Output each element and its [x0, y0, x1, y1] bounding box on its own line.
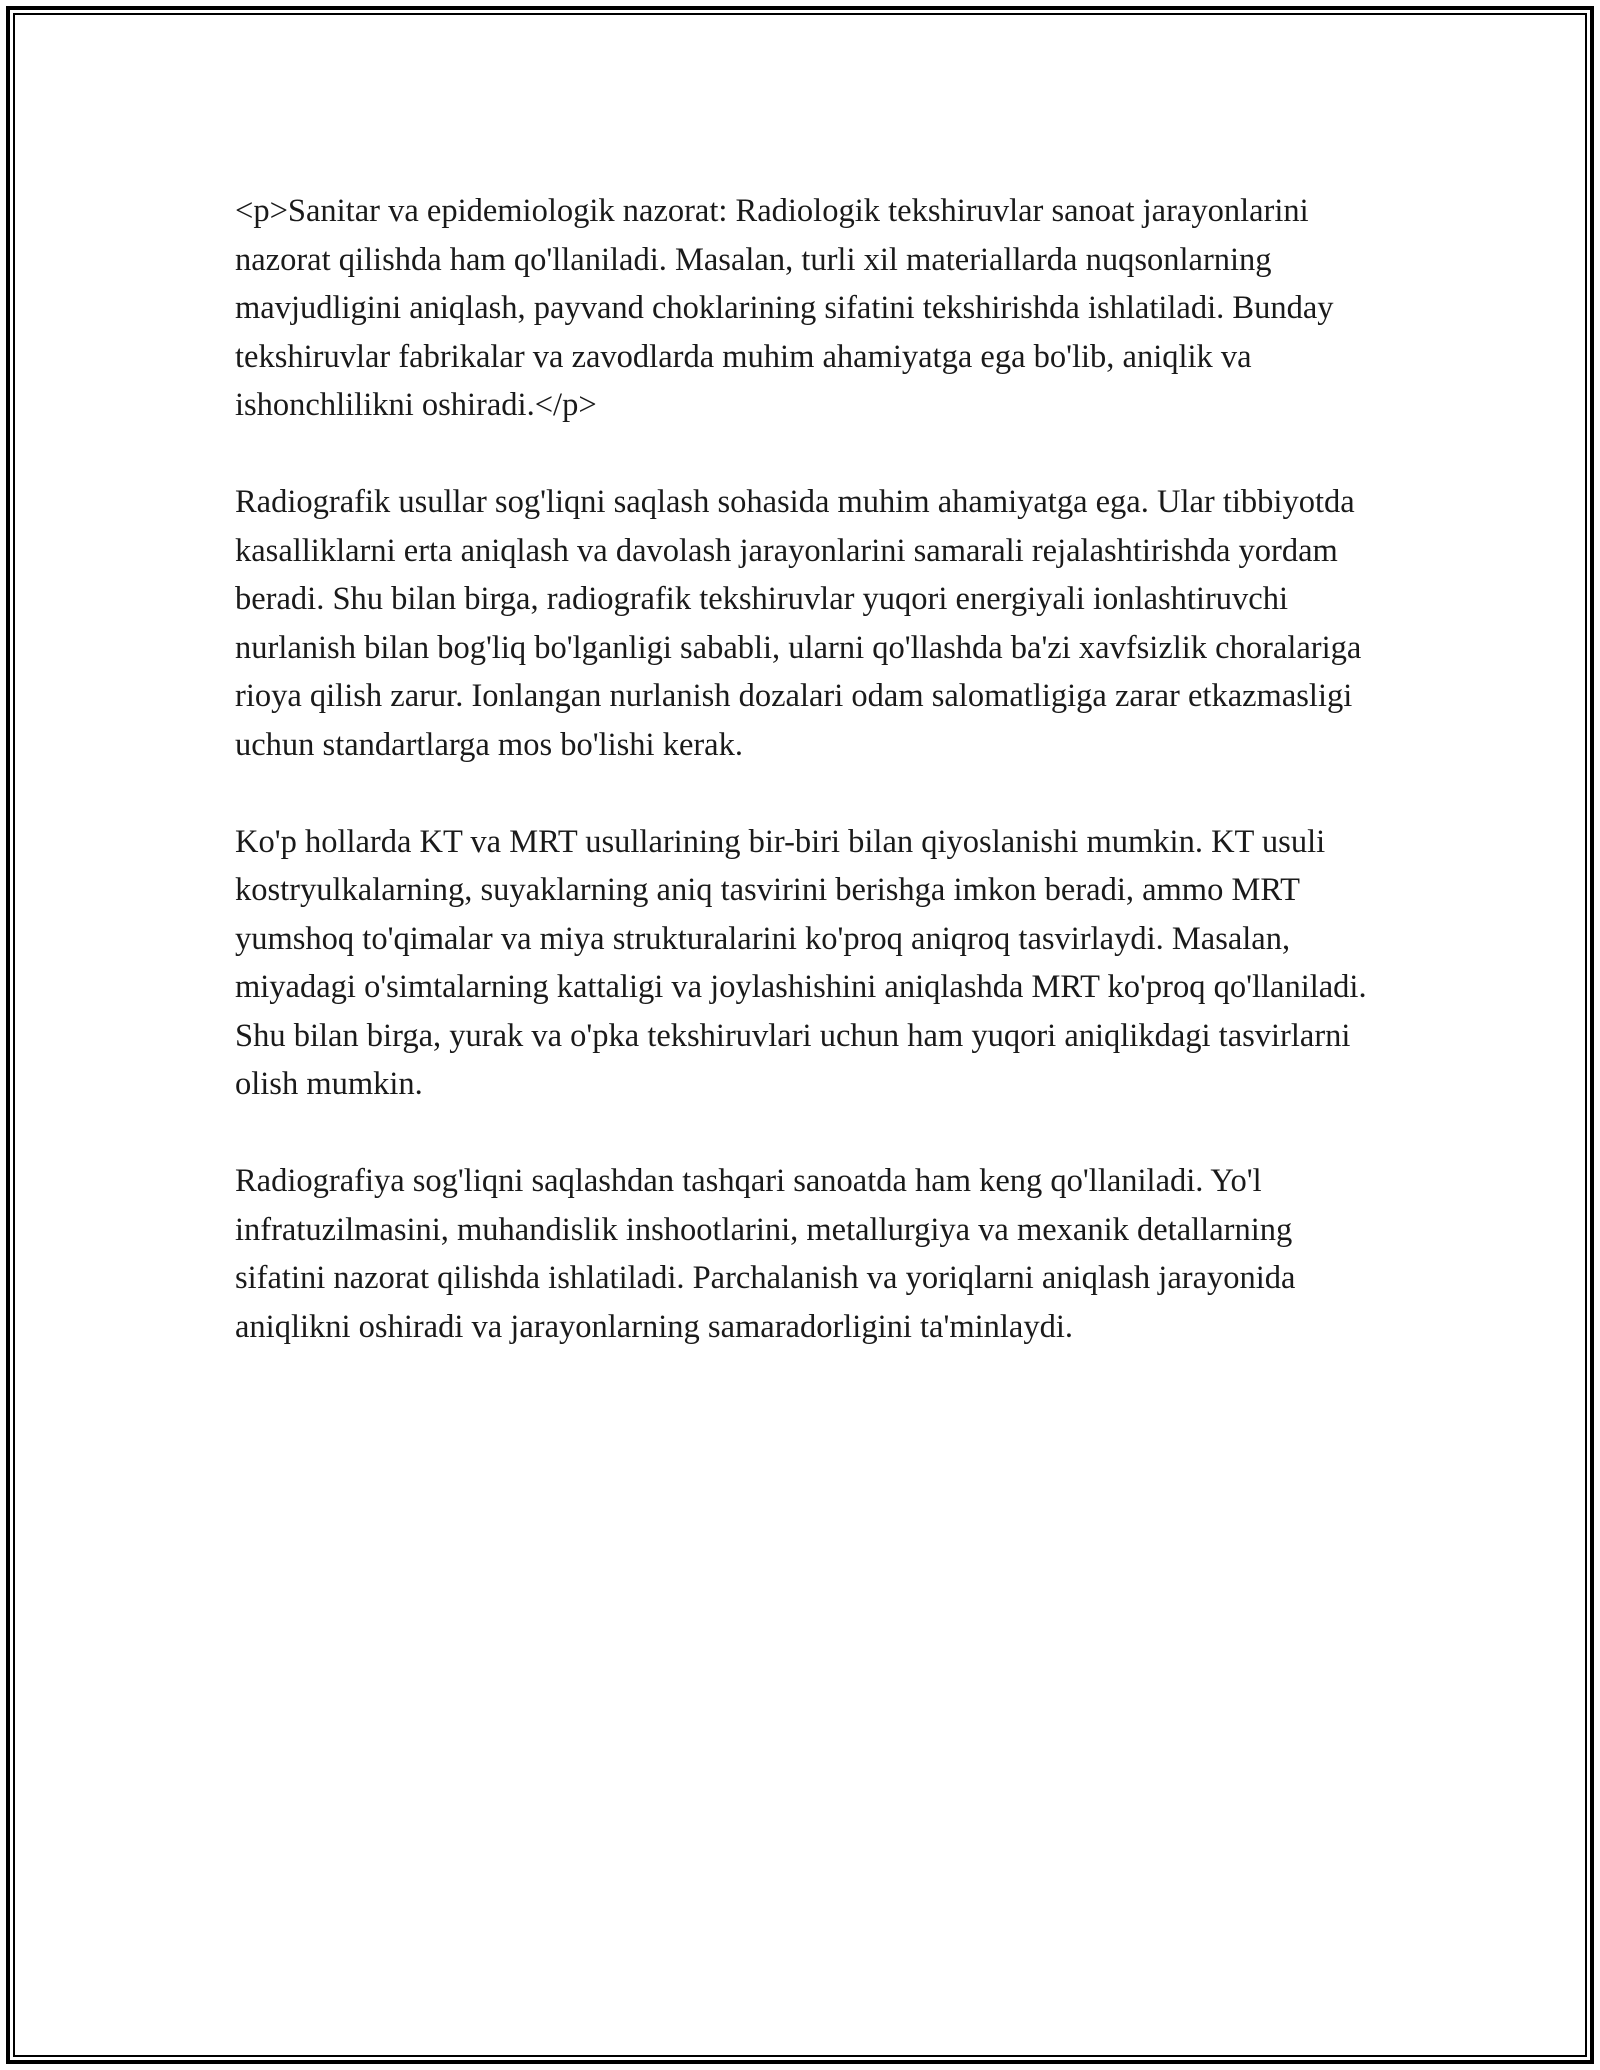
- paragraph-sanitary-control: <p>Sanitar va epidemiologik nazorat: Radiologik tekshiruvlar sanoat jarayonlarini nazorat qilishda ham qo'llaniladi. Masalan, turli xil materiallarda nuqsonlarning mavjudligini aniqlash, payvand choklarining sifatini tekshirishda ishlatiladi. Bunday tekshiruvlar fabrikalar va zavodlarda muhim ahamiyatga ega bo'lib, aniqlik va ishonchlilikni oshiradi.</p>: [235, 193, 1334, 423]
- paragraph-ct-vs-mri: Ko'p hollarda KT va MRT usullarining bir-biri bilan qiyoslanishi mumkin. KT usuli kostryulkalarning, suyaklarning aniq tasvirini berishga imkon beradi, ammo MRT yumshoq to'qimalar va miya strukturalarini ko'proq aniqroq tasvirlaydi. Masalan, miyadagi o'simtalarning kattaligi va joylashishini aniqlashda MRT ko'proq qo'llaniladi. Shu bilan birga, yurak va o'pka tekshiruvlari uchun ham yuqori aniqlikdagi tasvirlarni olish mumkin.: [235, 823, 1367, 1102]
- document-body: [235, 187, 1370, 1400]
- paragraph-radiographic-methods: Radiografik usullar sog'liqni saqlash sohasida muhim ahamiyatga ega. Ular tibbiyotda kasalliklarni erta aniqlash va davolash jarayonlarini samarali rejalashtirishda yordam beradi. Shu bilan birga, radiografik tekshiruvlar yuqori energiyali ionlashtiruvchi nurlanish bilan bog'liq bo'lganligi sababli, ularni qo'llashda ba'zi xavfsizlik choralariga rioya qilish zarur. Ionlangan nurlanish dozalari odam salomatligiga zarar etkazmasligi uchun standartlarga mos bo'lishi kerak.: [235, 484, 1362, 763]
- paragraph-industrial-radiography: Radiografiya sog'liqni saqlashdan tashqari sanoatda ham keng qo'llaniladi. Yo'l infratuzilmasini, muhandislik inshootlarini, metallurgiya va mexanik detallarning sifatini nazorat qilishda ishlatiladi. Parchalanish va yoriqlarni aniqlash jarayonida aniqlikni oshiradi va jarayonlarning samaradorligini ta'minlaydi.: [235, 1163, 1296, 1345]
